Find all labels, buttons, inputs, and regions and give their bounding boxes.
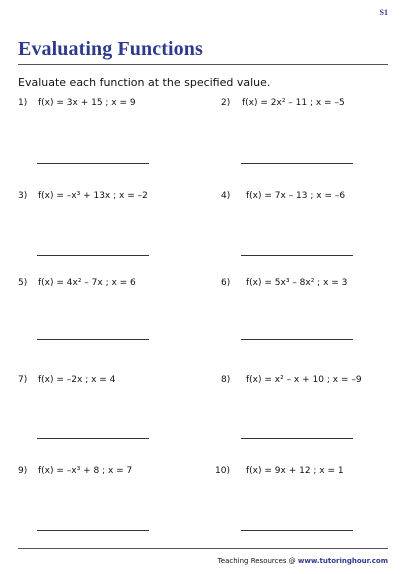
footer-divider [18, 548, 388, 549]
answer-line [37, 163, 149, 164]
problem-number: 6) [221, 278, 231, 288]
problem-expression: f(x) = –2x ; x = 4 [38, 375, 116, 385]
answer-line [241, 438, 353, 439]
problem-expression: f(x) = –x³ + 13x ; x = –2 [38, 191, 148, 201]
answer-line [37, 339, 149, 340]
answer-line [241, 255, 353, 256]
page-title: Evaluating Functions [18, 38, 203, 60]
problem-number: 7) [18, 375, 28, 385]
problem-expression: f(x) = 2x² – 11 ; x = –5 [242, 98, 345, 108]
problem-expression: f(x) = 9x + 12 ; x = 1 [246, 466, 344, 476]
problem-number: 2) [221, 98, 231, 108]
problem-expression: f(x) = 3x + 15 ; x = 9 [38, 98, 136, 108]
answer-line [241, 530, 353, 531]
problem-number: 3) [18, 191, 28, 201]
instructions: Evaluate each function at the specified value. [18, 76, 271, 89]
problem-number: 5) [18, 278, 28, 288]
worksheet-code: S1 [379, 8, 388, 17]
problem-number: 1) [18, 98, 28, 108]
problem-number: 8) [221, 375, 231, 385]
problem-expression: f(x) = 5x³ – 8x² ; x = 3 [246, 278, 348, 288]
problem-expression: f(x) = 7x – 13 ; x = –6 [246, 191, 346, 201]
problem-number: 10) [215, 466, 230, 476]
problem-number: 9) [18, 466, 28, 476]
title-divider [18, 64, 388, 65]
answer-line [37, 438, 149, 439]
problem-number: 4) [221, 191, 231, 201]
answer-line [241, 163, 353, 164]
answer-line [37, 255, 149, 256]
footer-label: Teaching Resources @ [217, 557, 296, 565]
problem-expression: f(x) = –x³ + 8 ; x = 7 [38, 466, 133, 476]
problem-expression: f(x) = 4x² – 7x ; x = 6 [38, 278, 136, 288]
footer [218, 557, 388, 565]
answer-line [37, 530, 149, 531]
problem-expression: f(x) = x² – x + 10 ; x = –9 [246, 375, 362, 385]
answer-line [241, 339, 353, 340]
footer-site-link[interactable]: www.tutoringhour.com [297, 557, 388, 565]
